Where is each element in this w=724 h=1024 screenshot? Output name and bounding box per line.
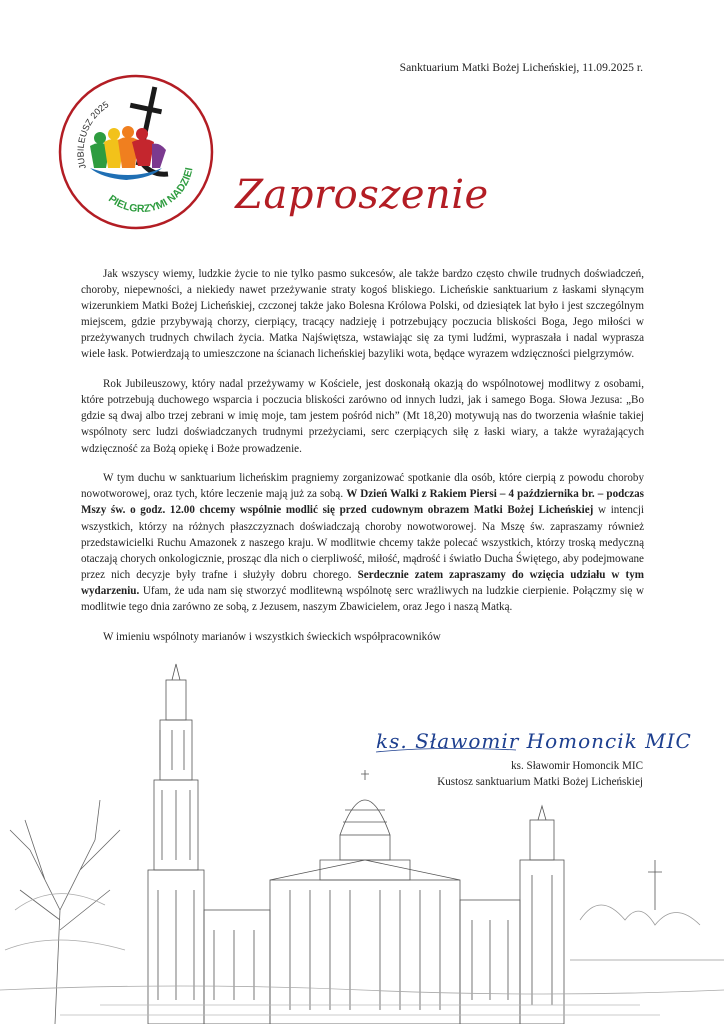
bell-tower-icon <box>148 664 204 1024</box>
tree-icon <box>5 800 125 1024</box>
paragraph-1: Jak wszyscy wiemy, ludzkie życie to nie tylko pasmo sukcesów, ale także bardzo często chwile trudnych doświadczeń, choroby, niepewności, a niekiedy nawet przeżywanie straty kogoś bliskiego. Licheńskie sanktuarium z łaskami słynącym wizerunkiem Matki Bożej Licheńskiej, czczonej także jako Bolesna Królowa Polski, od dziesiątek lat było i jest szczególnym miejscem, gdzie przybywają chorzy, cierpiący, tracący nadzieję i potrzebujący poczucia bliskości Boga, Jego miłości w przeżywanych trudnych chwilach życia. Matka Najświętsza, wstawiając się za tymi ludźmi, wypraszała i nadal wyprasza wiele łask. Potwierdzają to umieszczone na ścianach licheńskiej bazyliki wota, będące wyrazem wdzięczności pielgrzymów. <box>81 268 644 361</box>
cross-icon <box>648 860 662 910</box>
logo-top-text: JUBILEUSZ 2025 <box>75 99 111 171</box>
paragraph-3-bold-invite: Serdecznie zatem zapraszamy do wzięcia udziału w tym wydarzeniu. <box>81 568 644 597</box>
paragraph-3-bold-event: W Dzień Walki z Rakiem Piersi – 4 października br. – podczas Mszy św. o godz. 12.00 chcemy wspólnie modlić się przed cudownym obrazem Matki Bożej Licheńskiej <box>81 488 644 517</box>
paragraph-2: Rok Jubileuszowy, który nadal przeżywamy w Kościele, jest doskonałą okazją do wspólnotowej modlitwy z osobami, które potrzebują duchowego wsparcia i poczucia bliskości zarówno od innych ludzi, jak i samego Boga. Słowa Jezusa: „Bo gdzie są dwaj albo trzej zebrani w imię moje, tam jestem pośród nich” (Mt 18,20) motywują nas do tworzenia właśnie takiej wspólnoty serc ludzi doświadczanych trudnymi przeżyciami, serc czerpiących siłę z łaski wiary, a także wyrażających wdzięczność za Bożą opiekę i Boże prowadzenie. <box>81 378 644 455</box>
signatory-role: Kustosz sanktuarium Matki Bożej Licheńskiej <box>437 776 643 788</box>
basilica-dome-icon <box>320 770 410 880</box>
document-title: Zaproszenie <box>235 172 489 218</box>
paragraph-3-text-c: Ufam, że uda nam się stworzyć modlitewną wspólnotę serc wrażliwych na ludzkie cierpienie. Połączmy się w modlitwie tego dnia zarówno ze sobą, z Jezusem, naszym Zbawicielem, oraz Jego i naszą Matką. <box>81 584 644 613</box>
side-tower-icon <box>520 806 564 1024</box>
signatory-name: ks. Sławomir Homoncik MIC <box>511 760 643 772</box>
signature-text: ks. Sławomir Homoncik MIC <box>376 729 692 753</box>
basilica-sketch-illustration <box>0 660 724 1024</box>
place-and-date: Sanktuarium Matki Bożej Licheńskiej, 11.09.2025 r. <box>399 61 643 74</box>
paragraph-3-text-a: W tym duchu w sanktuarium licheńskim pragniemy zorganizować spotkanie dla osób, które cierpią z powodu choroby nowotworowej, oraz tych, które leczenie mają już za sobą. <box>81 472 644 501</box>
paragraph-4: W imieniu wspólnoty marianów i wszystkich świeckich współpracowników <box>103 630 441 643</box>
logo-bottom-text: PIELGRZYMI NADZIEI <box>106 166 196 216</box>
paragraph-3-text-b: w intencji wszystkich, którzy na różnych płaszczyznach doświadczają choroby nowotworowej. Na Mszę św. zapraszamy również przedstawicielki Ruchu Amazonek z naszego kraju. W modlitwie chcemy także polecać wszystkich, którzy troską medyczną otaczają chorych onkologicznie, prosząc dla nich o cierpliwość, miłość, mądrość i światło Ducha Świętego, aby podejmowane przez nich decyzje były trafne i służyły dobru chorego. <box>81 504 644 581</box>
basilica-facade-icon <box>204 860 520 1024</box>
paragraph-3 <box>81 470 644 615</box>
letter-body <box>81 266 644 658</box>
